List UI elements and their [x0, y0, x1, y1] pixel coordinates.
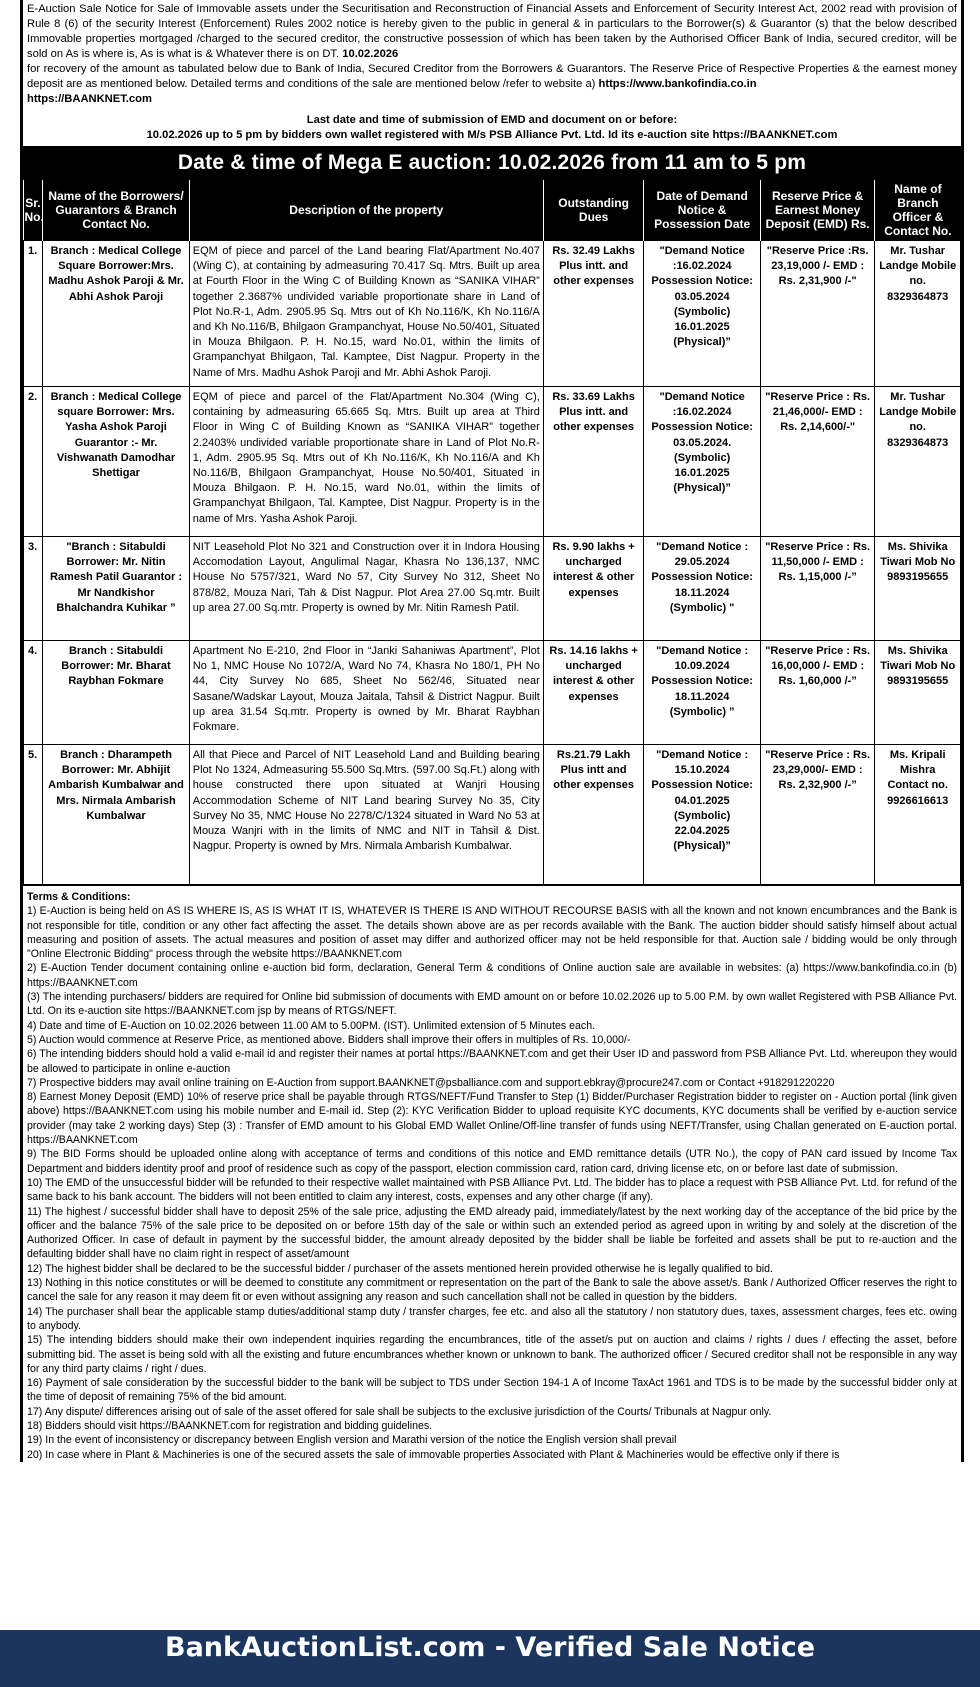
- term-item: 2) E-Auction Tender document containing online e-auction bid form, declaration, General Term & conditions of Online auction sale are available in websites: (a) https://www.bankofindia.co.in (b) https://BAANKNET.com: [27, 962, 957, 989]
- mega-auction-title: Date & time of Mega E auction: 10.02.2026 from 11 am to 5 pm: [23, 146, 961, 180]
- row-notice-dates: "Demand Notice : 10.09.2024 Possession Notice: 18.11.2024 (Symbolic) ”: [644, 641, 761, 745]
- intro-section: [23, 0, 961, 107]
- row-description: All that Piece and Parcel of NIT Leasehold Land and Building bearing Plot No 1324, Admeasuring 55.500 Sq.Mtrs. (597.00 Sq.Ft.) along with house constructed there upon situated at Wanjri Housing Accommodation Scheme of NIT Land bearing Survey No 35, City Survey No 35, NMC House No 2278/C/1324 situated in Ward No 53 at Mouza Wanjri with in the limits of NMC and NIT in Tahsil & Dist. Nagpur. Property is owned by Mrs. Nirmala Ambarish Kumbalwar.: [189, 745, 543, 885]
- row-branch-officer: Ms. Shivika Tiwari Mob No 9893195655: [875, 537, 961, 641]
- row-outstanding-dues: Rs. 32.49 Lakhs Plus intt. and other expenses: [543, 241, 644, 387]
- row-branch-officer: Ms. Shivika Tiwari Mob No 9893195655: [875, 641, 961, 745]
- row-borrower: "Branch : Sitabuldi Borrower: Mr. Nitin Ramesh Patil Guarantor : Mr Nandkishor Bhalchandra Kuhikar ”: [43, 537, 190, 641]
- row-sr-no: 4.: [24, 641, 43, 745]
- header-demand-notice-date: Date of Demand Notice & Possession Date: [644, 180, 761, 241]
- header-description: Description of the property: [189, 180, 543, 241]
- row-notice-dates: "Demand Notice : 29.05.2024 Possession Notice: 18.11.2024 (Symbolic) ": [644, 537, 761, 641]
- term-item: 18) Bidders should visit https://BAANKNET.com for registration and bidding guidelines.: [27, 1419, 433, 1432]
- term-item: 15) The intending bidders should make their own independent inquiries regarding the encumbrances, title of the asset/s put on auction and claims / rights / dues / effecting the asset, before submitting bid. The asset is being sold with all the existing and future encumbrances whether known or unknown to bank. The authorized officer / Secured creditor shall not be responsible in any way for any third party claims / right / dues.: [27, 1334, 957, 1375]
- term-item: 5) Auction would commence at Reserve Price, as mentioned above. Bidders shall improve their offers in multiples of Rs. 10,000/-: [27, 1033, 631, 1046]
- row-borrower: Branch : Medical College Square Borrower:Mrs. Madhu Ashok Paroji & Mr. Abhi Ashok Paroji: [43, 241, 190, 387]
- term-item: 17) Any dispute/ differences arising out of sale of the asset offered for sale shall be subjects to the exclusive jurisdiction of the Courts/ Tribunals at Nagpur only.: [27, 1405, 772, 1418]
- row-outstanding-dues: Rs. 9.90 lakhs + uncharged interest & other expenses: [543, 537, 644, 641]
- row-reserve-price: "Reserve Price : Rs. 16,00,000 /- EMD : Rs. 1,60,000 /-”: [760, 641, 874, 745]
- row-borrower: Branch : Medical College square Borrower: Mrs. Yasha Ashok Paroji Guarantor :- Mr. Vishwanath Damodhar Shettigar: [43, 387, 190, 537]
- row-description: EQM of piece and parcel of the Flat/Apartment No.304 (Wing C), containing by admeasuring 65.665 Sq. Mtrs. Built up area at Third Floor in Wing C of Building Known as “SANIKA VIHAR” together 2.2403% undivided variable proportionate share in Land of Plot No.R-1, Adm. 2905.95 Sq. Mtrs out of Kh No.116/K, Kh No.116/A and Kh No.116/B, Bhilgaon Grampanchyat, House No.50/401, Situated in Mouza Bhilgaon. P. H. No.15, ward No.01, within the limits of Grampanchyat Bhilgaon, Tal. Kamptee, Dist Nagpur. Property is in the name of Mrs. Yasha Ashok Paroji.: [189, 387, 543, 537]
- row-outstanding-dues: Rs.21.79 Lakh Plus intt and other expenses: [543, 745, 644, 885]
- table-row: [24, 241, 961, 387]
- table-header-row: [24, 180, 961, 241]
- term-item: 20) In case where in Plant & Machineries is one of the secured assets the sale of immovable properties Associated with Plant & Machineries would be effective only if there is: [27, 1448, 840, 1461]
- term-item: 6) The intending bidders should hold a valid e-mail id and register their names at portal https://BAANKNET.com and get their User ID and password from PSB Alliance Pvt. Ltd. whereupon they would be allowed to participate in online e-auction: [27, 1048, 957, 1075]
- properties-table: [23, 180, 961, 885]
- bankofindia-link[interactable]: https://www.bankofindia.co.in: [598, 78, 757, 90]
- last-date-title: Last date and time of submission of EMD and document on or before:: [306, 114, 678, 126]
- row-outstanding-dues: Rs. 33.69 Lakhs Plus intt. and other expenses: [543, 387, 644, 537]
- terms-and-conditions: [23, 885, 961, 1462]
- row-reserve-price: "Reserve Price : Rs. 23,29,000/- EMD : Rs. 2,32,900 /-”: [760, 745, 874, 885]
- row-branch-officer: Ms. Kripali Mishra Contact no. 9926616613: [875, 745, 961, 885]
- table-row: [24, 537, 961, 641]
- last-date-section: [23, 107, 961, 146]
- intro-text-1: E-Auction Sale Notice for Sale of Immovable assets under the Securitisation and Reconstruction of Financial Assets and Enforcement of Security Interest Act, 2002 read with provision of Rule 8 (6) of the security Interest (Enforcement) Rules 2002 notice is hereby given to the public in general & in particulars to the Borrower(s) & Guarantor (s) that the below described Immovable properties mortgaged /charged to the secured creditor, the constructive possession of which has been taken by the Authorised Officer Bank of India, secured creditor, will be sold on As is where is, As is what is & Whatever there is on DT.: [27, 3, 957, 60]
- term-item: 19) In the event of inconsistency or discrepancy between English version and Marathi version of the notice the English version shall prevail: [27, 1434, 677, 1447]
- table-row: [24, 641, 961, 745]
- row-reserve-price: "Reserve Price :Rs. 23,19,000 /- EMD : Rs. 2,31,900 /-": [760, 241, 874, 387]
- term-item: 10) The EMD of the unsuccessful bidder will be refunded to their respective wallet maintained with PSB Alliance Pvt. Ltd. The bidder has to place a request with PSB Alliance Pvt. Ltd. for refund of the same back to his bank account. The bidders will not been entitled to claim any interest, costs, expenses and any other charge (if any).: [27, 1176, 958, 1204]
- table-row: [24, 387, 961, 537]
- watermark-banner: BankAuctionList.com - Verified Sale Notice: [0, 1630, 980, 1687]
- term-item: (3) The intending purchasers/ bidders are required for Online bid submission of documents with EMD amount on or before 10.02.2026 up to 5.00 P.M. by own wallet Registered with PSB Alliance Pvt. Ltd. On its e-auction site https://BAANKNET.com jsp by means of RTGS/NEFT.: [27, 991, 957, 1018]
- row-description: EQM of piece and parcel of the Land bearing Flat/Apartment No.407 (Wing C), at containing by admeasuring 70.417 Sq. Mtrs. Built up area at Fourth Floor in the Wing C of Building Known as “SANIKA VIHAR” together 2.3687% undivided variable proportionate share in Land of Plot No.R-1, Adm. 2905.95 Sq. Mtrs out of Kh No.116/K, Kh No.116/A and Kh No.116/B, Bhilgaon Grampanchyat, House No.50/401, Situated in Mouza Bhilgaon. P. H. No.15, ward No.01, within the limits of Grampanchyat Bhilgaon, Tal. Kamptee, Dist Nagpur. Property in the Name of Mrs. Madhu Ashok Paroji and Mr. Abhi Ashok Paroji.: [189, 241, 543, 387]
- row-branch-officer: Mr. Tushar Landge Mobile no. 8329364873: [875, 387, 961, 537]
- term-item: 11) The highest / successful bidder shall have to deposit 25% of the sale price, adjusting the EMD already paid, immediately/latest by the next working day of the acceptance of the bid price by the officer and the balance 75% of the sale price to be deposited on or before 15th day of the sale or within such an extended period as agreed upon in writing by and solely at the discretion of the Authorized Officer. In case of default in payment by the successful bidder, the amount already deposited by the bidder shall be liable be forfeited and assets shall be put to re-auction and the defaulting bidder shall have no claim right in respect of asset/amount: [27, 1205, 957, 1261]
- table-row: [24, 745, 961, 885]
- intro-paragraph-1: [27, 2, 957, 62]
- terms-title: Terms & Conditions:: [27, 891, 131, 903]
- term-item: 16) Payment of sale consideration by the successful bidder to the bank will be subject to TDS under Section 194-1 A of Income TaxAct 1961 and TDS is to be made by the successful bidder only at the time of deposit of remaining 75% of the bid amount.: [27, 1377, 957, 1404]
- row-borrower: Branch : Dharampeth Borrower: Mr. Abhijit Ambarish Kumbalwar and Mrs. Nirmala Ambarish Kumbalwar: [43, 745, 190, 885]
- row-sr-no: 2.: [24, 387, 43, 537]
- row-branch-officer: Mr. Tushar Landge Mobile no. 8329364873: [875, 241, 961, 387]
- term-item: 7) Prospective bidders may avail online training on E-Auction from support.BAANKNET@psballiance.com and support.ebkray@procure247.com or Contact +918291220220: [27, 1076, 835, 1089]
- term-item: 13) Nothing in this notice constitutes or will be deemed to constitute any commitment or representation on the part of the Bank to sale the above asset/s. Bank / Authorized Officer reserves the right to cancel the sale for any reason it may deem fit or even without assigning any reason and such cancellation shall not be called in question by the bidders.: [27, 1277, 957, 1304]
- intro-paragraph-2: [27, 62, 957, 107]
- row-sr-no: 3.: [24, 537, 43, 641]
- baanknet-link[interactable]: https://BAANKNET.com: [27, 93, 152, 105]
- term-item: 12) The highest bidder shall be declared to be the successful bidder / purchaser of the assets mentioned herein provided otherwise he is legally qualified to bid.: [27, 1262, 773, 1275]
- term-item: 14) The purchaser shall bear the applicable stamp duties/additional stamp duty / transfer charges, fee etc. and also all the statutory / non statutory dues, taxes, assessment charges, fees etc. owing to anybody.: [27, 1305, 957, 1332]
- row-reserve-price: "Reserve Price : Rs. 11,50,000 /- EMD : Rs. 1,15,000 /-”: [760, 537, 874, 641]
- row-borrower: Branch : Sitabuldi Borrower: Mr. Bharat Raybhan Fokmare: [43, 641, 190, 745]
- row-notice-dates: "Demand Notice :16.02.2024 Possession Notice: 03.05.2024 (Symbolic) 16.01.2025 (Physical)”: [644, 241, 761, 387]
- term-item: 8) Earnest Money Deposit (EMD) 10% of reserve price shall be payable through RTGS/NEFT/Fund Transfer to Step (1) Bidder/Purchaser Registration bidder to register on - Auction portal (link given above) https://BAANKNET.com using his mobile number and E-mail id. Step (2): KYC Verification Bidder to upload requisite KYC documents, KYC documents shall be verified by e-auction service provider (may take 2 working days) Step (3) : Transfer of EMD amount to his Global EMD Wallet Online/Off-line transfer of funds using NEFT/Transfer, using Challan generated on E-auction portal. https://BAANKNET.com: [27, 1091, 957, 1147]
- row-notice-dates: "Demand Notice : 15.10.2024 Possession Notice: 04.01.2025 (Symbolic) 22.04.2025 (Physical)”: [644, 745, 761, 885]
- row-outstanding-dues: Rs. 14.16 lakhs + uncharged interest & other expenses: [543, 641, 644, 745]
- sale-date: 10.02.2026: [342, 48, 399, 60]
- header-outstanding-dues: Outstanding Dues: [543, 180, 644, 241]
- term-item: 1) E-Auction is being held on AS IS WHERE IS, AS IS WHAT IT IS, WHATEVER IS THERE IS AND WITHOUT RECOURSE BASIS with all the known and not known encumbrances and the Bank is not responsible for title, condition or any other fact affecting the asset. The details shown above are as per records available with the Bank. The auction bidder should satisfy himself about actual measuring and position of assets. The actual measures and position of asset may differ and authorized officer may not be held responsible for that. Auction sale / bidding would be only through "Online Electronic Bidding" process through the website https://BAANKNET.com: [27, 905, 957, 961]
- row-sr-no: 1.: [24, 241, 43, 387]
- header-borrowers: Name of the Borrowers/ Guarantors & Branch Contact No.: [43, 180, 190, 241]
- last-date-text: 10.02.2026 up to 5 pm by bidders own wallet registered with M/s PSB Alliance Pvt. Ltd. Id its e-auction site https://BAANKNET.com: [146, 129, 838, 141]
- sale-notice-document: [20, 0, 964, 1462]
- intro-text-2: for recovery of the amount as tabulated below due to Bank of India, Secured Creditor from the Borrowers & Guarantors. The Reserve Price of Respective Properties & the earnest money deposit are as mentioned below. Detailed terms and conditions of the sale are mentioned below /refer to website a): [27, 63, 957, 90]
- row-sr-no: 5.: [24, 745, 43, 885]
- term-item: 9) The BID Forms should be uploaded online along with acceptance of terms and conditions of this notice and EMD remittance details (UTR No.), the copy of PAN card issued by Income Tax Department and bidders identity proof and proof of residence such as copy of the passport, election commission card, ration card, driving license etc, on or before last date of submission.: [27, 1148, 957, 1175]
- row-reserve-price: "Reserve Price : Rs. 21,46,000/- EMD : Rs. 2,14,600/-": [760, 387, 874, 537]
- row-description: Apartment No E-210, 2nd Floor in “Janki Sahaniwas Apartment”, Plot No 1, NMC House No 1072/A, Ward No 74, Khasra No 180/1, PH No 44, City Survey No 685, Sheet No 562/46, Situated near Sasane/Wadskar Layout, Mouza Jaitala, Tahsil & District Nagpur. Built up area 31.54 Sq.mtr. Property is owned by Mr. Bharat Raybhan Fokmare.: [189, 641, 543, 745]
- header-reserve-price: Reserve Price & Earnest Money Deposit (EMD) Rs.: [760, 180, 874, 241]
- term-item: 4) Date and time of E-Auction on 10.02.2026 between 11.00 AM to 5.00PM. (IST). Unlimited extension of 5 Minutes each.: [27, 1019, 596, 1032]
- row-notice-dates: "Demand Notice :16.02.2024 Possession Notice: 03.05.2024. (Symbolic) 16.01.2025 (Physical)”: [644, 387, 761, 537]
- header-sr-no: Sr. No.: [24, 180, 43, 241]
- row-description: NIT Leasehold Plot No 321 and Construction over it in Indora Housing Accomodation Layout, Angulimal Nagar, Khasra No 136,137, NMC House No 5757/321, Ward No 57, City Survey No 312, Sheet No 878/82, Mouza Nari, Tah & Dist Nagpur. Plot Area 27.00 Sq.mtr. Built up area 27.00 Sq.mtr. Property is owned by Mr. Nitin Ramesh Patil.: [189, 537, 543, 641]
- header-branch-officer: Name of Branch Officer & Contact No.: [875, 180, 961, 241]
